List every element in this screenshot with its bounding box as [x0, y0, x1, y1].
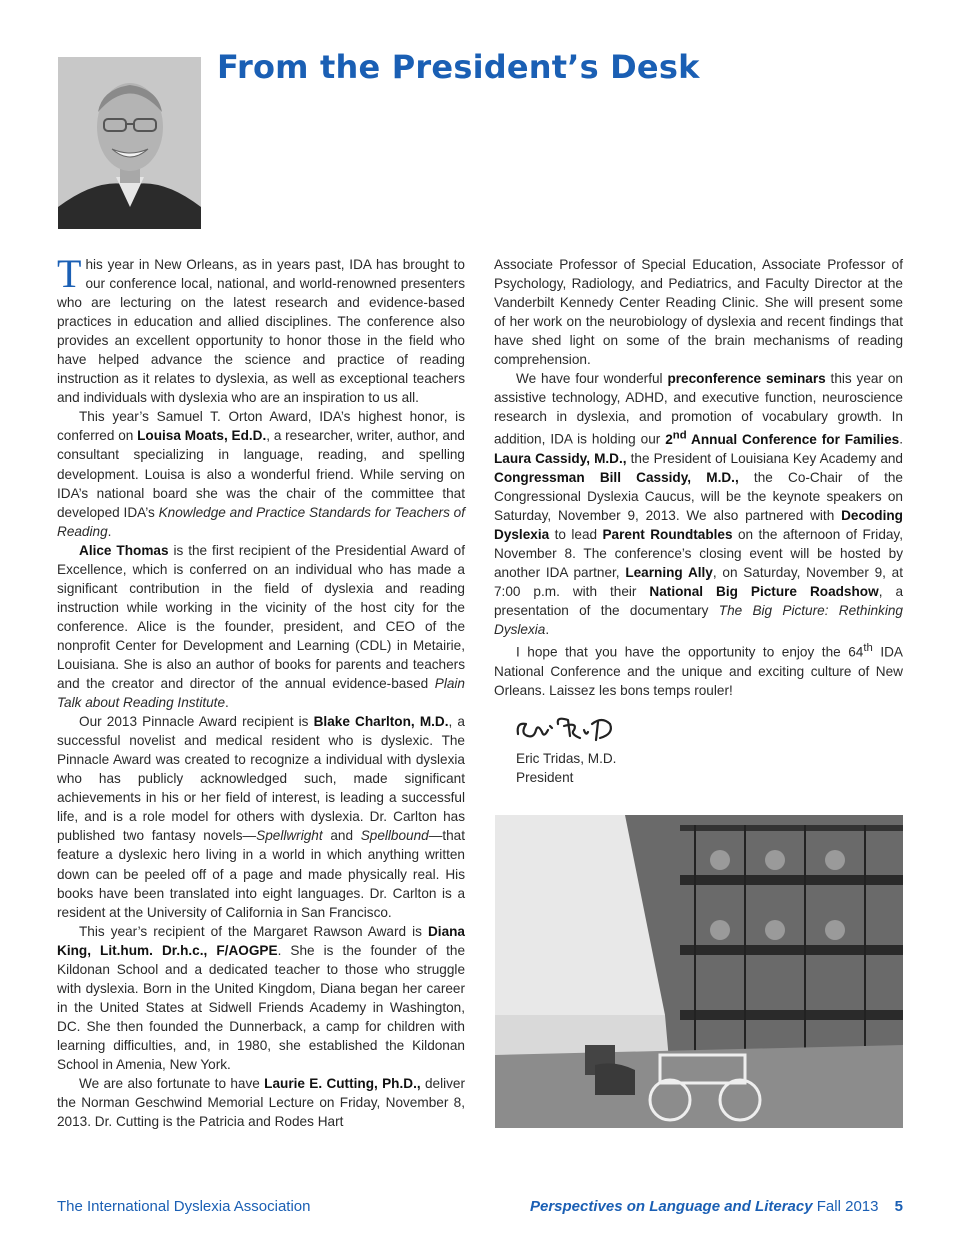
drop-cap: T [57, 251, 82, 296]
signature-role: President [516, 770, 574, 785]
footer-journal-title: Perspectives on Language and Literacy [529, 1198, 813, 1215]
paragraph-geschwind-lecture: We are also fortunate to have Laurie E. Cutting, Ph.D., deliver the Norman Geschwind Memorial Lecture on Friday, November 8, 2013. Dr. Cutting is the Patricia and Rodes Hart [57, 1076, 465, 1130]
page-number: 5 [894, 1198, 903, 1215]
handwritten-signature [514, 712, 634, 752]
footer-organization: The International Dyslexia Association [57, 1198, 311, 1215]
page-title: From the President’s Desk [217, 48, 700, 86]
president-portrait-photo [58, 57, 201, 229]
paragraph-rawson-award: This year’s recipient of the Margaret Rawson Award is Diana King, Lit.hum. Dr.h.c., F/AOGPE. She is the founder of the Kildonan School and a dedicated teacher to those who struggle with dyslexia. Born in the United Kingdom, Diana began her career in the United States at Sidwell Friends Academy in Washington, DC. She then founded the Dunnerback, a camp for children with learning difficulties, and, in 1980, she established the Kildonan School in Amenia, New York. [57, 923, 466, 1072]
paragraph-presidential-award: Alice Thomas is the first recipient of the Presidential Award of Excellence, which is conferred on an individual who has made a significant contribution in the field of dyslexia and reading instruction while working in the vicinity of the host city for the conference. Alice is the founder, president, and CEO of the nonprofit Center for Development and Learning (CDL) in Metairie, Louisiana. She is also an author of books for parents and teachers and the creator and director of the annual evidence-based Plain Talk about Reading Institute. [57, 542, 466, 711]
footer-issue: Fall 2013 [816, 1198, 879, 1215]
new-orleans-street-photo [495, 815, 903, 1128]
paragraph-orton-award: This year’s Samuel T. Orton Award, IDA’s highest honor, is conferred on Louisa Moats, Ed.D., a researcher, writer, author, and consultant specializing in language, reading, and spelling development. Louisa is also a wonderful friend. While serving on IDA’s national board she was the chair of the committee that developed IDA’s Knowledge and Practice Standards for Teachers of Reading. [57, 409, 465, 539]
paragraph-pinnacle-award: Our 2013 Pinnacle Award recipient is Blake Charlton, M.D., a successful novelist and medical resident who is dyslexic. The Pinnacle Award was created to recognize a individual with dyslexia who has publicly acknowledged such, made significant achievements in his or her field of interest, is leading a successful life, and is a role model for others with dyslexia. Dr. Carlton has published two fantasy novels—Spellwright and Spellbound—that feature a dyslexic hero living in a world in which anything written down can be peeled off of a page and made physically real. His books have been translated into eight languages. Dr. Carlton is a resident at the University of California in San Francisco. [57, 714, 466, 920]
paragraph-cutting-continued: Associate Professor of Special Education, Associate Professor of Psychology, Radiology, and Pediatrics, and Faculty Director at the Vanderbilt Kennedy Center Reading Clinic. She will present some of her work on the neurobiology of dyslexia and recent findings that have shed light on some of the brain mechanisms of reading comprehension. [494, 257, 903, 368]
footer-publication [530, 1198, 903, 1215]
paragraph-preconference: We have four wonderful preconference seminars this year on assistive technology, ADHD, and executive function, neuroscience research in dyslexia, and promotion of vocabulary growth. In addition, IDA is holding our 2nd Annual Conference for Families. Laura Cassidy, M.D., the President of Louisiana Key Academy and Congressman Bill Cassidy, M.D., the Co-Chair of the Congressional Dyslexia Caucus, will be the keynote speakers on Saturday, November 9, 2013. We also partnered with Decoding Dyslexia to lead Parent Roundtables on the afternoon of Friday, November 8. The conference’s closing event will be hosted by another IDA partner, Learning Ally, on Saturday, November 9, at 7:00 p.m. with their National Big Picture Roadshow, a presentation of the documentary The Big Picture: Rethinking Dyslexia. [494, 371, 903, 638]
paragraph-intro: This year in New Orleans, as in years past, IDA has brought to our conference local, national, and world-renowned presenters who are lecturing on the latest research and evidence-based practices in education and allied disciplines. The conference also provides an excellent opportunity to honor those in the field who have helped advance the science and practice of reading instruction as it relates to dyslexia, as well as exceptional teachers and individuals with dyslexia who are an inspiration to us all. [57, 251, 465, 406]
left-column [57, 251, 466, 1131]
signature-name: Eric Tridas, M.D. [516, 751, 617, 766]
right-column [494, 255, 903, 700]
paragraph-closing: I hope that you have the opportunity to enjoy the 64th IDA National Conference and the unique and exciting culture of New Orleans. Laissez les bons temps rouler! [494, 642, 903, 699]
